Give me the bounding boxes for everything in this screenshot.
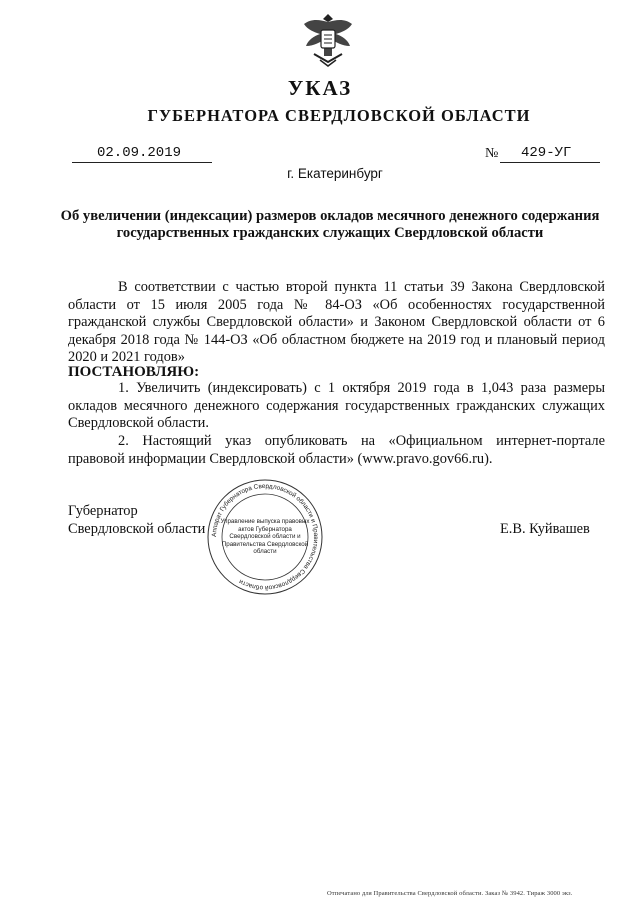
print-footer: Отпечатано для Правительства Свердловской области. Заказ № 3942. Тираж 3000 экз. [327, 890, 573, 897]
document-subtitle: ГУБЕРНАТОРА СВЕРДЛОВСКОЙ ОБЛАСТИ [147, 106, 531, 125]
document-date: 02.09.2019 [97, 145, 182, 161]
decree-item-1: 1. Увеличить (индексировать) с 1 октября 2019 года в 1,043 раза размеры окладов месячного денежного содержания государственных гражданских служащих Свердловской области. [68, 380, 605, 432]
signatory-position [68, 503, 205, 538]
decree-word: ПОСТАНОВЛЯЮ: [68, 364, 200, 380]
number-underline [500, 162, 600, 163]
number-sign: № [485, 146, 499, 161]
document-city: г. Екатеринбург [287, 166, 383, 181]
stamp-ring-text: Аппарат Губернатора Свердловской области и Правительства Свердловской области [210, 482, 320, 592]
signatory-position-line-2: Свердловской области [68, 520, 206, 537]
signatory-name: Е.В. Куйвашев [500, 521, 590, 537]
document-heading: Об увеличении (индексации) размеров окладов месячного денежного содержания государственных гражданских служащих Свердловской области [60, 208, 600, 241]
decree-item-2: 2. Настоящий указ опубликовать на «Официальном интернет-портале правовой информации Свердловской области» (www.pravo.gov66.ru). [68, 433, 605, 467]
coat-of-arms-emblem [300, 10, 356, 68]
document-title: УКАЗ [287, 76, 353, 100]
signatory-position-line-1: Губернатор [68, 503, 138, 519]
date-underline [72, 162, 212, 163]
preamble-paragraph: В соответствии с частью второй пункта 11 статьи 39 Закона Свердловской области от 15 июля 2005 года № 84-ОЗ «Об особенностях государственной гражданской службы Свердловской области» и Законом Свердловской области от 6 декабря 2018 года № 144-ОЗ «Об областном бюджете на 2019 год и плановый период 2020 и 2021 годов» [68, 279, 605, 366]
stamp-center-text: Управление выпуска правовых актов Губернатора Свердловской области и Правительства Свердловской области [220, 518, 310, 556]
document-number: 429-УГ [521, 145, 572, 161]
